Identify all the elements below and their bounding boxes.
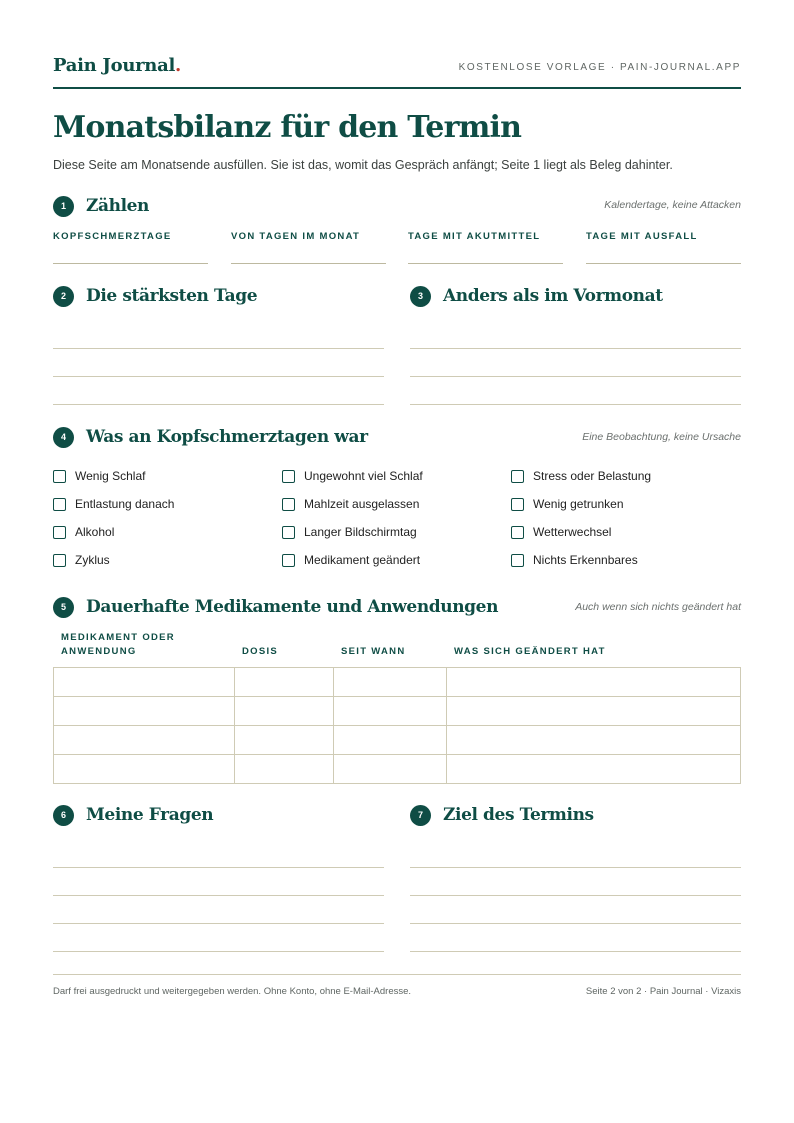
checkbox-label: Medikament geändert: [304, 553, 421, 567]
footer-rule: [53, 974, 741, 975]
checkbox-box[interactable]: [511, 554, 524, 567]
checkbox-mahlzeit[interactable]: [282, 497, 419, 511]
checkbox-zyklus[interactable]: [53, 553, 110, 567]
section-4-title: Was an Kopfschmerztagen war: [86, 427, 368, 447]
section-3-heading: [410, 284, 663, 308]
checkbox-box[interactable]: [511, 470, 524, 483]
section-5-title: Dauerhafte Medikamente und Anwendungen: [86, 597, 499, 617]
checkbox-label: Wenig getrunken: [533, 497, 624, 511]
writing-line[interactable]: [53, 951, 384, 952]
counter-label: KOPFSCHMERZTAGE: [53, 231, 172, 242]
checkbox-label: Langer Bildschirmtag: [304, 525, 417, 539]
checkbox-entlastung[interactable]: [53, 497, 174, 511]
checkbox-label: Alkohol: [75, 525, 115, 539]
section-3-title: Anders als im Vormonat: [443, 286, 663, 306]
counter-label: TAGE MIT AKUTMITTEL: [408, 231, 541, 242]
table-cell[interactable]: [54, 668, 235, 697]
checkbox-label: Entlastung danach: [75, 497, 175, 511]
table-cell[interactable]: [447, 697, 741, 726]
counter-write-line: [53, 263, 208, 264]
counter-kopfschmerztage[interactable]: [53, 231, 208, 242]
checkbox-box[interactable]: [282, 470, 295, 483]
writing-line[interactable]: [410, 951, 741, 952]
writing-line[interactable]: [53, 923, 384, 924]
table-cell[interactable]: [447, 668, 741, 697]
writing-line[interactable]: [410, 348, 741, 349]
section-7-heading: [410, 803, 594, 827]
checkbox-box[interactable]: [53, 470, 66, 483]
checkbox-box[interactable]: [511, 498, 524, 511]
writing-line[interactable]: [53, 867, 384, 868]
section-1-note: Kalendertage, keine Attacken: [604, 199, 741, 211]
checkbox-box[interactable]: [53, 498, 66, 511]
table-cell[interactable]: [235, 697, 334, 726]
checkbox-wenig-getrunken[interactable]: [511, 497, 624, 511]
section-4-note: Eine Beobachtung, keine Ursache: [582, 431, 741, 443]
column-header-dosis: DOSIS: [242, 646, 279, 657]
checkbox-label: Ungewohnt viel Schlaf: [304, 469, 423, 483]
counter-write-line: [586, 263, 741, 264]
table-row: [54, 726, 741, 755]
checkbox-label: Wetterwechsel: [533, 525, 612, 539]
section-2-title: Die stärksten Tage: [86, 286, 258, 306]
checkbox-box[interactable]: [511, 526, 524, 539]
table-cell[interactable]: [235, 726, 334, 755]
checkbox-box[interactable]: [282, 498, 295, 511]
section-4-heading: [53, 425, 368, 449]
table-cell[interactable]: [334, 697, 447, 726]
table-cell[interactable]: [447, 755, 741, 784]
counter-tage-im-monat[interactable]: [231, 231, 386, 242]
counter-label: VON TAGEN IM MONAT: [231, 231, 361, 242]
table-cell[interactable]: [334, 668, 447, 697]
counter-akutmittel[interactable]: [408, 231, 563, 242]
checkbox-label: Zyklus: [75, 553, 110, 567]
counter-label: TAGE MIT AUSFALL: [586, 231, 698, 242]
section-1-title: Zählen: [86, 196, 150, 216]
section-6-number: 6: [53, 805, 74, 826]
checkbox-box[interactable]: [53, 554, 66, 567]
checkbox-box[interactable]: [282, 526, 295, 539]
section-2-heading: [53, 284, 257, 308]
table-cell[interactable]: [334, 726, 447, 755]
checkbox-stress[interactable]: [511, 469, 651, 483]
checkbox-medikament-geaendert[interactable]: [282, 553, 420, 567]
checkbox-alkohol[interactable]: [53, 525, 114, 539]
checkbox-label: Wenig Schlaf: [75, 469, 146, 483]
table-row: [54, 668, 741, 697]
checkbox-label: Mahlzeit ausgelassen: [304, 497, 420, 511]
brand-logo: Pain Journal.: [53, 55, 181, 76]
section-1-number: 1: [53, 196, 74, 217]
table-row: [54, 697, 741, 726]
checkbox-nichts[interactable]: [511, 553, 638, 567]
section-3-number: 3: [410, 286, 431, 307]
table-cell[interactable]: [334, 755, 447, 784]
writing-line[interactable]: [410, 895, 741, 896]
writing-line[interactable]: [410, 867, 741, 868]
table-row: [54, 755, 741, 784]
column-header-seit-wann: SEIT WANN: [341, 646, 406, 657]
header-rule: [53, 87, 741, 89]
section-5-heading: [53, 595, 498, 619]
journal-page: [53, 0, 741, 1123]
section-1-heading: [53, 194, 149, 218]
column-header-medikament: MEDIKAMENT ODER ANWENDUNG: [61, 632, 175, 657]
checkbox-wenig-schlaf[interactable]: [53, 469, 145, 483]
writing-line[interactable]: [53, 404, 384, 405]
page-intro: Diese Seite am Monatsende ausfüllen. Sie ist das, womit das Gespräch anfängt; Seite 1 liegt als Beleg dahinter.: [53, 158, 673, 172]
section-5-number: 5: [53, 597, 74, 618]
section-6-title: Meine Fragen: [86, 805, 214, 825]
table-cell[interactable]: [235, 668, 334, 697]
table-cell[interactable]: [447, 726, 741, 755]
section-2-number: 2: [53, 286, 74, 307]
writing-line[interactable]: [53, 348, 384, 349]
writing-line[interactable]: [410, 923, 741, 924]
footer-license: Darf frei ausgedruckt und weitergegeben werden. Ohne Konto, ohne E-Mail-Adresse.: [53, 986, 412, 997]
writing-line[interactable]: [53, 895, 384, 896]
table-cell[interactable]: [54, 726, 235, 755]
writing-line[interactable]: [410, 376, 741, 377]
footer-page-info: Seite 2 von 2 · Pain Journal · Vizaxis: [585, 986, 741, 997]
writing-line[interactable]: [53, 376, 384, 377]
section-4-number: 4: [53, 427, 74, 448]
header-tagline: KOSTENLOSE VORLAGE · PAIN-JOURNAL.APP: [458, 62, 741, 73]
section-7-number: 7: [410, 805, 431, 826]
counter-write-line: [408, 263, 563, 264]
table-cell[interactable]: [235, 755, 334, 784]
checkbox-label: Stress oder Belastung: [533, 469, 652, 483]
medication-table: [53, 667, 741, 784]
checkbox-box[interactable]: [282, 554, 295, 567]
checkbox-wetterwechsel[interactable]: [511, 525, 611, 539]
table-cell[interactable]: [54, 697, 235, 726]
page-title: Monatsbilanz für den Termin: [53, 110, 522, 145]
checkbox-viel-schlaf[interactable]: [282, 469, 423, 483]
table-cell[interactable]: [54, 755, 235, 784]
section-5-note: Auch wenn sich nichts geändert hat: [575, 601, 741, 613]
checkbox-box[interactable]: [53, 526, 66, 539]
brand-dot: .: [175, 55, 181, 76]
checkbox-label: Nichts Erkennbares: [533, 553, 638, 567]
column-header-aenderung: WAS SICH GEÄNDERT HAT: [454, 646, 606, 657]
counter-ausfall[interactable]: [586, 231, 741, 242]
counter-write-line: [231, 263, 386, 264]
writing-line[interactable]: [410, 404, 741, 405]
section-6-heading: [53, 803, 213, 827]
section-7-title: Ziel des Termins: [443, 805, 594, 825]
checkbox-bildschirmtag[interactable]: [282, 525, 417, 539]
